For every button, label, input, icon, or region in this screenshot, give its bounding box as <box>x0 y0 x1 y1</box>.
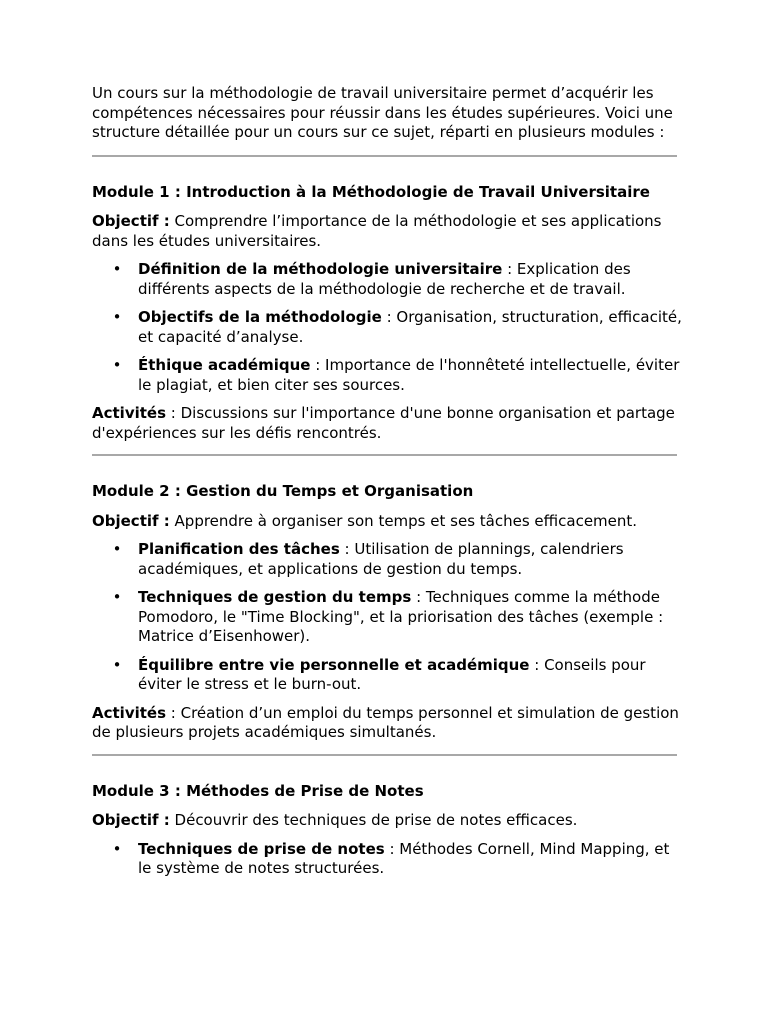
module-title: Module 3 : Méthodes de Prise de Notes <box>92 781 424 800</box>
activities-label: Activités <box>92 703 167 722</box>
bullet-icon: • <box>112 356 122 374</box>
list-item <box>92 356 684 395</box>
objective-label: Objectif : <box>92 811 170 829</box>
module-activities <box>92 704 684 743</box>
point-term: Éthique académique <box>138 356 311 374</box>
point-term: Objectifs de la méthodologie <box>138 308 382 326</box>
list-item <box>92 260 684 299</box>
module-title: Module 2 : Gestion du Temps et Organisation <box>92 482 474 500</box>
list-item <box>92 840 684 879</box>
bullet-icon: • <box>112 588 122 606</box>
document-content <box>92 84 684 899</box>
list-item <box>92 308 684 347</box>
module-objective <box>92 212 684 251</box>
module-3 <box>92 756 684 899</box>
bullet-icon: • <box>112 308 122 326</box>
module-title: Module 1 : Introduction à la Méthodologie de Travail Universitaire <box>92 182 650 201</box>
point-term: Définition de la méthodologie universitaire <box>138 260 503 278</box>
point-text: : Organisation, structuration, efficacité, et capacité d’analyse. <box>138 308 682 346</box>
list-item <box>92 656 684 695</box>
activities-text: : Création d’un emploi du temps personnel et simulation de gestion de plusieurs projets académiques simultanés. <box>92 703 679 741</box>
point-text: : Techniques comme la méthode Pomodoro, le "Time Blocking", et la priorisation des tâches (exemple : Matrice d’Eisenhower). <box>138 588 664 645</box>
bullet-icon: • <box>112 839 122 858</box>
intro-paragraph: Un cours sur la méthodologie de travail universitaire permet d’acquérir les compétences nécessaires pour réussir dans les études supérieures. Voici une structure détaillée pour un cours sur ce sujet, réparti en plusieurs modules : <box>92 84 673 141</box>
module-activities <box>92 404 684 443</box>
point-text: : Conseils pour éviter le stress et le burn-out. <box>138 655 646 693</box>
point-text: : Importance de l'honnêteté intellectuelle, éviter le plagiat, et bien citer ses sources. <box>138 356 680 394</box>
point-term: Techniques de gestion du temps <box>138 588 412 606</box>
module-points-list <box>92 260 684 395</box>
activities-text: : Discussions sur l'importance d'une bonne organisation et partage d'expériences sur les défis rencontrés. <box>92 404 675 442</box>
module-1 <box>92 157 684 455</box>
objective-text: Découvrir des techniques de prise de notes efficaces. <box>169 811 578 829</box>
objective-label: Objectif : <box>92 511 170 530</box>
module-points-list <box>92 540 684 695</box>
objective-text: Apprendre à organiser son temps et ses tâches efficacement. <box>169 511 638 530</box>
module-2 <box>92 456 684 754</box>
point-text: : Utilisation de plannings, calendriers académiques, et applications de gestion du temps. <box>138 540 624 578</box>
bullet-icon: • <box>112 655 122 674</box>
bullet-icon: • <box>112 260 122 278</box>
module-objective <box>92 512 684 532</box>
objective-label: Objectif : <box>92 212 170 230</box>
bullet-icon: • <box>112 540 122 558</box>
objective-text: Comprendre l’importance de la méthodologie et ses applications dans les études universitaires. <box>92 212 662 250</box>
list-item <box>92 540 684 579</box>
module-objective <box>92 811 684 831</box>
point-text: : Explication des différents aspects de la méthodologie de recherche et de travail. <box>138 260 631 298</box>
list-item <box>92 588 684 647</box>
point-text: : Méthodes Cornell, Mind Mapping, et le système de notes structurées. <box>138 839 670 877</box>
point-term: Techniques de prise de notes <box>138 839 385 858</box>
point-term: Planification des tâches <box>138 540 340 558</box>
activities-label: Activités <box>92 404 167 422</box>
module-points-list <box>92 840 684 879</box>
point-term: Équilibre entre vie personnelle et académique <box>138 655 530 674</box>
